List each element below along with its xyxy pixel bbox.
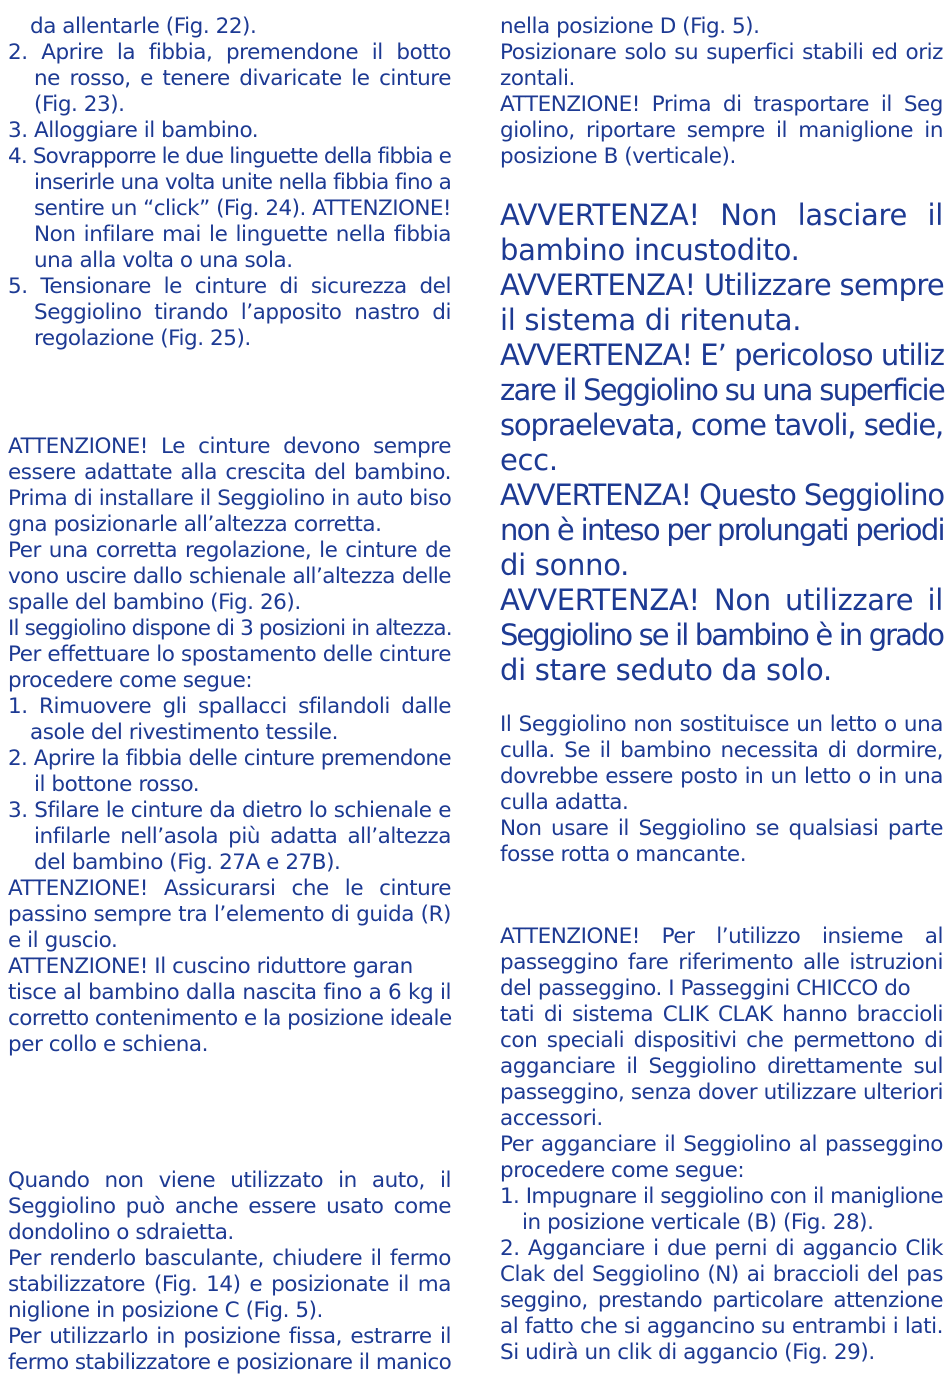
text-line: 2. Agganciare i due perni di aggancio Clik — [500, 1236, 943, 1261]
text-line: una alla volta o una sola. — [34, 248, 293, 273]
warning-text-line: di sonno. — [500, 548, 630, 582]
text-line: Si udirà un clik di aggancio (Fig. 29). — [500, 1340, 875, 1365]
text-line: Per effettuare lo spostamento delle cinture — [8, 642, 451, 667]
text-line: essere adattate alla crescita del bambino. — [8, 460, 451, 485]
warning-text-line: Seggiolino se il bambino è in grado — [500, 618, 943, 652]
text-line: ATTENZIONE! Per l’utilizzo insieme al — [500, 924, 943, 949]
text-line: ne rosso, e tenere divaricate le cinture — [34, 66, 451, 91]
text-line: Il seggiolino dispone di 3 posizioni in altezza. — [8, 616, 452, 641]
text-line: Per agganciare il Seggiolino al passeggino — [500, 1132, 943, 1157]
text-line: Posizionare solo su superfici stabili ed oriz — [500, 40, 943, 65]
text-line: culla. Se il bambino necessita di dormire, — [500, 738, 943, 763]
text-line: ATTENZIONE! Il cuscino riduttore garan — [8, 954, 413, 979]
text-line: spalle del bambino (Fig. 26). — [8, 590, 301, 615]
text-line: 3. Alloggiare il bambino. — [8, 118, 259, 143]
text-line: da allentarle (Fig. 22). — [30, 14, 257, 39]
text-line: fosse rotta o mancante. — [500, 842, 747, 867]
text-line: passino sempre tra l’elemento di guida (R) — [8, 902, 451, 927]
text-line: ATTENZIONE! Assicurarsi che le cinture — [8, 876, 451, 901]
text-line: Per utilizzarlo in posizione fissa, estrarre il — [8, 1324, 451, 1349]
text-line: zontali. — [500, 66, 575, 91]
text-line: stabilizzatore (Fig. 14) e posizionate il ma — [8, 1272, 451, 1297]
text-line: 1. Impugnare il seggiolino con il maniglione — [500, 1184, 943, 1209]
text-line: ATTENZIONE! Le cinture devono sempre — [8, 434, 451, 459]
text-line: sentire un “click” (Fig. 24). ATTENZIONE! — [34, 196, 451, 221]
warning-text-line: AVVERTENZA! E’ pericoloso utiliz — [500, 338, 944, 372]
text-line: niglione in posizione C (Fig. 5). — [8, 1298, 323, 1323]
text-line: procedere come segue: — [8, 668, 253, 693]
text-line: Per renderlo basculante, chiudere il fermo — [8, 1246, 451, 1271]
text-line: 3. Sfilare le cinture da dietro lo schienale e — [8, 798, 451, 823]
text-line: tisce al bambino dalla nascita fino a 6 kg il — [8, 980, 451, 1005]
text-line: passeggino fare riferimento alle istruzioni — [500, 950, 943, 975]
text-line: il bottone rosso. — [34, 772, 200, 797]
text-line: corretto contenimento e la posizione ideale — [8, 1006, 452, 1031]
text-line: Clak del Seggiolino (N) ai braccioli del pas — [500, 1262, 943, 1287]
text-line: nella posizione D (Fig. 5). — [500, 14, 760, 39]
warning-text-line: ecc. — [500, 443, 558, 477]
text-line: infilarle nell’asola più adatta all’altezza — [34, 824, 451, 849]
text-line: seggino, prestando particolare attenzione — [500, 1288, 943, 1313]
text-line: agganciare il Seggiolino direttamente sul — [500, 1054, 943, 1079]
text-line: 1. Rimuovere gli spallacci sfilandoli dalle — [8, 694, 451, 719]
text-line: dovrebbe essere posto in un letto o in una — [500, 764, 943, 789]
warning-text-line: AVVERTENZA! Questo Seggiolino — [500, 478, 944, 512]
warning-text-line: AVVERTENZA! Non lasciare il — [500, 198, 943, 232]
warning-text-line: il sistema di ritenuta. — [500, 303, 802, 337]
text-line: del bambino (Fig. 27A e 27B). — [34, 850, 341, 875]
text-line: posizione B (verticale). — [500, 144, 736, 169]
text-line: vono uscire dallo schienale all’altezza delle — [8, 564, 451, 589]
text-line: 4. Sovrapporre le due linguette della fibbia e — [8, 144, 451, 169]
warning-text-line: AVVERTENZA! Non utilizzare il — [500, 583, 943, 617]
warning-text-line: non è inteso per prolungati periodi — [500, 513, 944, 547]
text-line: dondolino o sdraietta. — [8, 1220, 234, 1245]
text-line: in posizione verticale (B) (Fig. 28). — [522, 1210, 874, 1235]
text-line: per collo e schiena. — [8, 1032, 209, 1057]
text-line: passeggino, senza dover utilizzare ulteriori — [500, 1080, 943, 1105]
text-line: regolazione (Fig. 25). — [34, 326, 251, 351]
text-line: culla adatta. — [500, 790, 629, 815]
text-line: tati di sistema CLIK CLAK hanno braccioli — [500, 1002, 943, 1027]
text-line: 5. Tensionare le cinture di sicurezza del — [8, 274, 451, 299]
text-line: al fatto che si aggancino su entrambi i lati. — [500, 1314, 943, 1339]
text-line: Prima di installare il Seggiolino in auto biso — [8, 486, 452, 511]
text-line: Non usare il Seggiolino se qualsiasi parte — [500, 816, 943, 841]
text-line: ATTENZIONE! Prima di trasportare il Seg — [500, 92, 943, 117]
text-line: Seggiolino tirando l’apposito nastro di — [34, 300, 451, 325]
text-line: asole del rivestimento tessile. — [30, 720, 338, 745]
text-line: fermo stabilizzatore e posizionare il manico — [8, 1350, 452, 1375]
warning-text-line: zare il Seggiolino su una superficie — [500, 373, 945, 407]
text-line: 2. Aprire la fibbia delle cinture premendone — [8, 746, 451, 771]
text-line: inserirle una volta unite nella fibbia fino a — [34, 170, 451, 195]
text-line: Seggiolino può anche essere usato come — [8, 1194, 451, 1219]
text-line: Il Seggiolino non sostituisce un letto o una — [500, 712, 943, 737]
warning-text-line: di stare seduto da solo. — [500, 653, 832, 687]
text-line: e il guscio. — [8, 928, 118, 953]
warning-text-line: bambino incustodito. — [500, 233, 800, 267]
text-line: Non infilare mai le linguette nella fibbia — [34, 222, 451, 247]
warning-text-line: sopraelevata, come tavoli, sedie, — [500, 408, 943, 442]
text-line: Quando non viene utilizzato in auto, il — [8, 1168, 451, 1193]
text-line: accessori. — [500, 1106, 603, 1131]
text-line: del passeggino. I Passeggini CHICCO do — [500, 976, 911, 1001]
text-line: giolino, riportare sempre il maniglione in — [500, 118, 943, 143]
text-line: gna posizionarle all’altezza corretta. — [8, 512, 382, 537]
text-line: procedere come segue: — [500, 1158, 745, 1183]
text-line: Per una corretta regolazione, le cinture de — [8, 538, 451, 563]
text-line: (Fig. 23). — [34, 92, 125, 117]
text-line: con speciali dispositivi che permettono di — [500, 1028, 943, 1053]
text-line: 2. Aprire la fibbia, premendone il botto — [8, 40, 451, 65]
warning-text-line: AVVERTENZA! Utilizzare sempre — [500, 268, 945, 302]
